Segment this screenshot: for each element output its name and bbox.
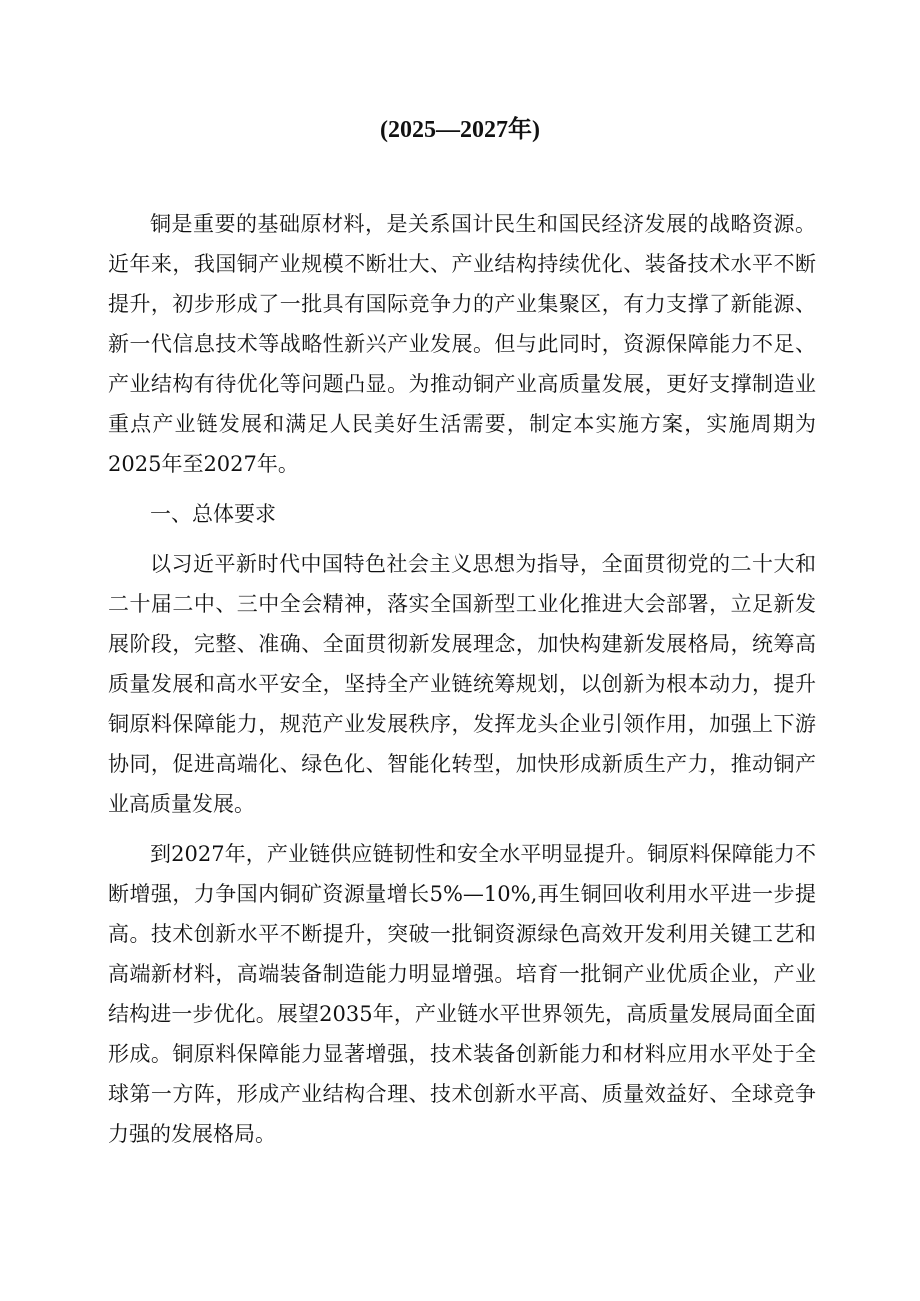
document-body [108, 204, 816, 1164]
paragraph-guiding-principles: 以习近平新时代中国特色社会主义思想为指导，全面贯彻党的二十大和二十届二中、三中全会精神，落实全国新型工业化推进大会部署，立足新发展阶段，完整、准确、全面贯彻新发展理念，加快构建新发展格局，统筹高质量发展和高水平安全，坚持全产业链统筹规划，以创新为根本动力，提升铜原料保障能力，规范产业发展秩序，发挥龙头企业引领作用，加强上下游协同，促进高端化、绿色化、智能化转型，加快形成新质生产力，推动铜产业高质量发展。 [108, 552, 816, 816]
document-title: (2025—2027年) [380, 117, 540, 143]
section-heading-general-requirements: 一、总体要求 [150, 502, 276, 526]
paragraph-goals: 到2027年，产业链供应链韧性和安全水平明显提升。铜原料保障能力不断增强，力争国内铜矿资源量增长5%—10%,再生铜回收利用水平进一步提高。技术创新水平不断提升，突破一批铜资源绿色高效开发利用关键工艺和高端新材料，高端装备制造能力明显增强。培育一批铜产业优质企业，产业结构进一步优化。展望2035年，产业链水平世界领先，高质量发展局面全面形成。铜原料保障能力显著增强，技术装备创新能力和材料应用水平处于全球第一方阵，形成产业结构合理、技术创新水平高、质量效益好、全球竞争力强的发展格局。 [108, 842, 816, 1146]
paragraph-introduction: 铜是重要的基础原材料，是关系国计民生和国民经济发展的战略资源。近年来，我国铜产业规模不断壮大、产业结构持续优化、装备技术水平不断提升，初步形成了一批具有国际竞争力的产业集聚区，有力支撑了新能源、新一代信息技术等战略性新兴产业发展。但与此同时，资源保障能力不足、产业结构有待优化等问题凸显。为推动铜产业高质量发展，更好支撑制造业重点产业链发展和满足人民美好生活需要，制定本实施方案，实施周期为2025年至2027年。 [108, 212, 816, 476]
